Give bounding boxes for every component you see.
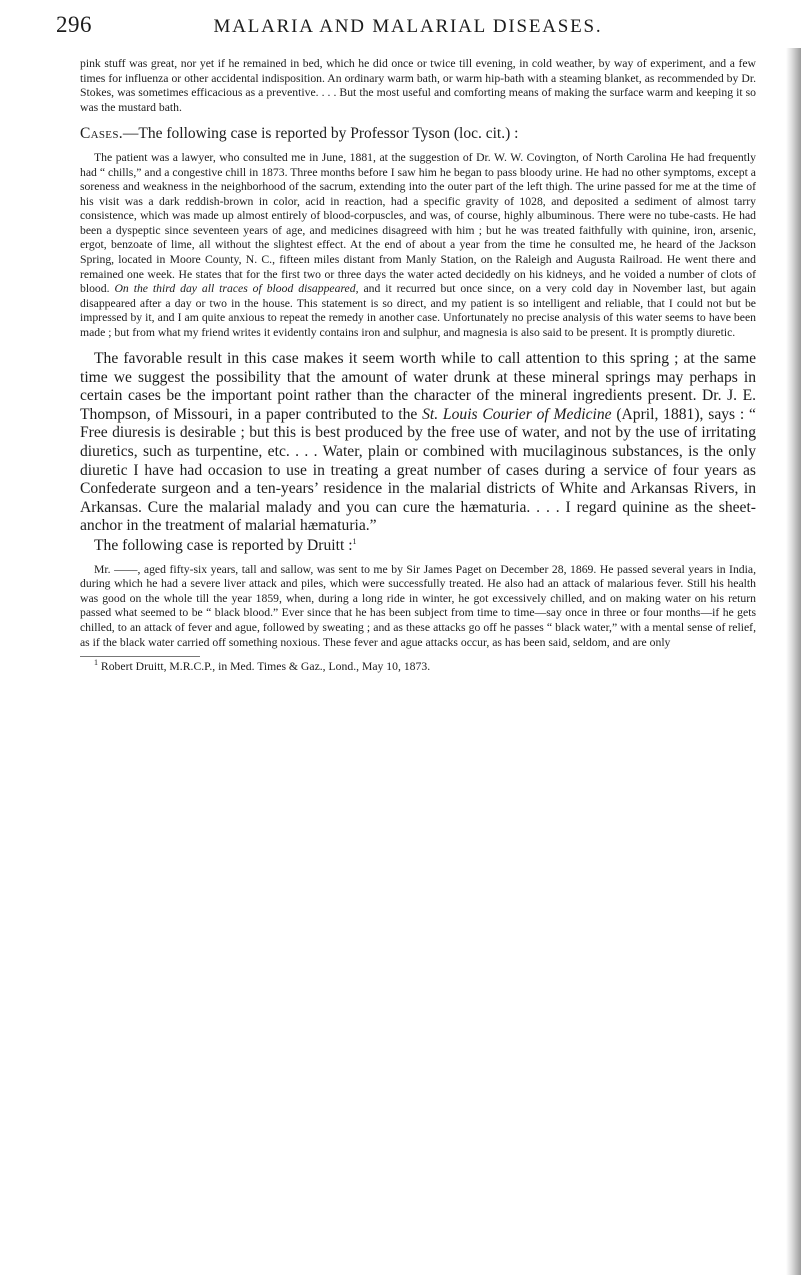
continued-paragraph: pink stuff was great, nor yet if he remained in bed, which he did once or twice till evening, in cold weather, by way of experiment, and a few times for influenza or other accidental indisposition. An ordinary warm bath, or warm hip-bath with a steaming blanket, as recommended by Dr. Stokes, was sometimes efficacious as a preventive. . . . But the most useful and comforting means of making the surface warm and keeping it so was the mustard bath. <box>80 57 756 114</box>
main-paragraph <box>80 350 756 535</box>
page-header <box>56 12 760 42</box>
druitt-case-report: Mr. ——, aged fifty-six years, tall and sallow, was sent to me by Sir James Paget on December 28, 1869. He passed several years in India, during which he had a severe liver attack and piles, which were successfully treated. He also had an attack of malarious fever. Still his health was good on the whole till the year 1859, when, during a long ride in winter, he got excessively chilled, and on making water on his return passed what seemed to be “ black blood.” Ever since that he has been subject from time to time—say once in three or four months—if he gets chilled, to an attack of fever and ague, followed by sweating ; and as these attacks go off he passes “ black water,” with a mental sense of relief, as if the black water carried off something noxious. These fever and ague attacks occur, as has been said, seldom, and are only <box>80 562 756 649</box>
footnote-marker: 1 <box>94 658 98 668</box>
footnote-text: Robert Druitt, M.R.C.P., in Med. Times & Gaz., Lond., May 10, 1873. <box>100 660 431 674</box>
druitt-intro-text: The following case is reported by Druitt : <box>94 536 353 554</box>
tyson-case-report <box>80 151 756 340</box>
main-paragraph-part-1: The favorable result in this case makes it seem worth while to call attention to this spring ; at the same time we suggest the possibility that the amount of water drunk at these mineral springs may perhaps in certain cases be the important point rather than the character of the mineral ingredients present. Dr. J. E. Thompson, of Missouri, in a paper contributed to the <box>80 350 756 423</box>
cases-heading <box>80 124 756 144</box>
cases-label: Cases. <box>80 125 123 143</box>
tyson-case-part-2: and it recurred but once since, on a very cold day in November last, but again disappeared after a day or two in the house. This statement is so direct, and my patient is so intelligent and reliable, that I could not but be impressed by it, and I am quite anxious to repeat the remedy in another case. Unfortunately no precise analysis of this water seems to have been made ; but from what my friend writes it evidently contains iron and sulphur, and magnesia is also said to be present. It is promptly diuretic. <box>80 282 757 339</box>
footnote-divider <box>80 656 200 657</box>
running-title: MALARIA AND MALARIAL DISEASES. <box>213 16 603 37</box>
page-edge-shadow <box>786 48 801 1275</box>
page-body <box>80 57 756 674</box>
cases-intro: —The following case is reported by Professor Tyson (loc. cit.) : <box>122 125 519 143</box>
page-number: 296 <box>56 12 92 37</box>
journal-title: St. Louis Courier of Medicine <box>422 405 612 423</box>
tyson-case-part-1: The patient was a lawyer, who consulted me in June, 1881, at the suggestion of Dr. W. W. Covington, of North Carolina He had frequently had “ chills,” and a congestive chill in 1873. Three months before I saw him he began to pass bloody urine. He had no other symptoms, except a soreness and weakness in the neighborhood of the sacrum, extending into the outer part of the left thigh. The urine passed for me at the time of his visit was a dark reddish-brown in color, acid in reaction, had a specific gravity of 1028, and deposited a sediment of almost tarry consistence, which was made up almost entirely of blood-corpuscles, and was, of course, highly albuminous. There were no tube-casts. He had been a dyspeptic since seventeen years of age, and medicines disagreed with him ; but he was treated faithfully with quinine, iron, arsenic, ergot, benzoate of lime, all without the slightest effect. At the end of about a year from the time he consulted me, he heard of the Jackson Spring, located in Moore County, N. C., fifteen miles distant from Manly Station, on the Raleigh and Augusta Railroad. He went there and remained one week. He states that for the first two or three days the water acted decidedly on his kidneys, and he voided a number of clots of blood. <box>80 151 756 296</box>
druitt-intro <box>80 536 756 555</box>
footnote-reference: 1 <box>352 536 357 546</box>
footnote <box>80 660 756 674</box>
main-paragraph-part-2: (April, 1881), says : “ Free diuresis is desirable ; but this is best produced by the free use of water, and not by the use of irritating diuretics, such as turpentine, etc. . . . Water, plain or combined with mucilaginous substances, is the only diuretic I have had occasion to use in treating a great number of cases during a service of four years as Confederate surgeon and a ten-years’ residence in the malarial districts of White and Arkansas Rivers, in Arkansas. Cure the malarial malady and you can cure the hæmaturia. . . . I regard quinine as the sheet-anchor in the treatment of malarial hæmaturia.” <box>80 405 756 535</box>
tyson-case-emphasis: On the third day all traces of blood disappeared, <box>114 282 359 296</box>
